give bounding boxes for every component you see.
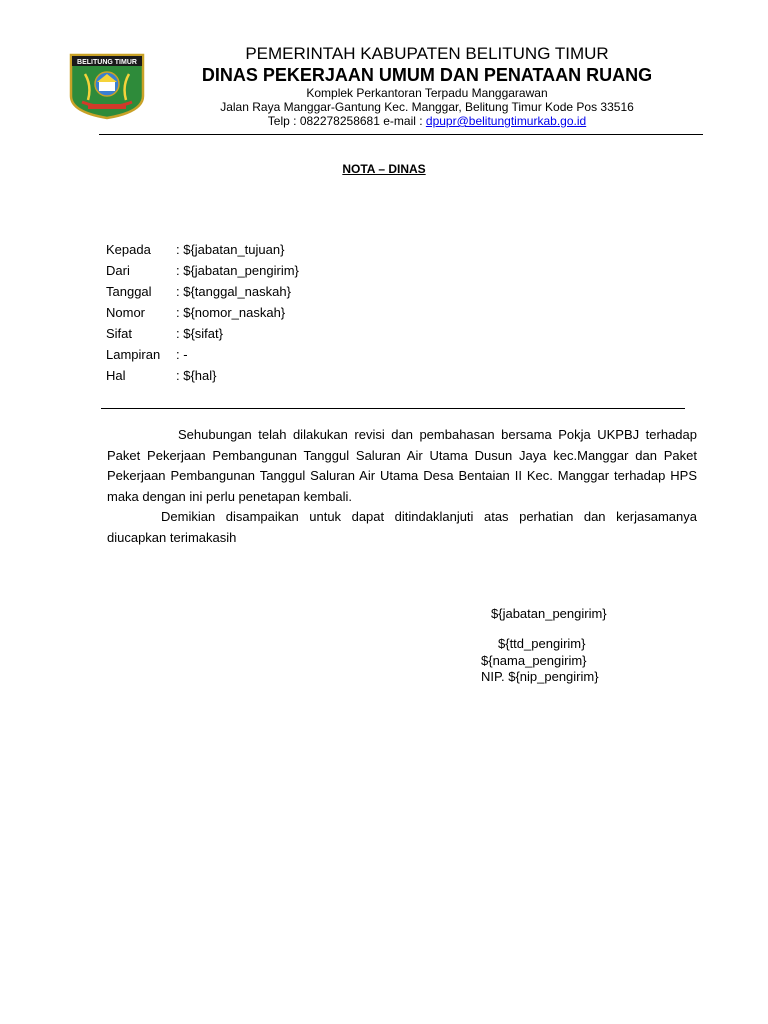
field-value: : ${sifat}	[176, 326, 223, 341]
contact-line	[150, 114, 704, 128]
field-value: : ${jabatan_pengirim}	[176, 263, 299, 278]
field-row-dari	[106, 260, 299, 281]
signature-ttd: ${ttd_pengirim}	[498, 636, 586, 651]
field-label: Nomor	[106, 305, 146, 320]
field-label: Dari	[106, 263, 130, 278]
memo-body	[107, 425, 697, 548]
letterhead	[150, 44, 704, 128]
department-name: DINAS PEKERJAAN UMUM DAN PENATAAN RUANG	[201, 65, 653, 85]
field-label: Hal	[106, 368, 126, 383]
field-row-nomor	[106, 302, 299, 323]
signature-position: ${jabatan_pengirim}	[491, 606, 607, 621]
field-value: : ${tanggal_naskah}	[176, 284, 291, 299]
body-paragraph-2: Demikian disampaikan untuk dapat ditindaklanjuti atas perhatian dan kerjasamanya diucapkan terimakasih	[107, 509, 697, 545]
government-name: PEMERINTAH KABUPATEN BELITUNG TIMUR	[245, 44, 609, 63]
letterhead-divider	[99, 134, 703, 135]
field-row-tanggal	[106, 281, 299, 302]
field-value: : ${jabatan_tujuan}	[176, 242, 285, 257]
field-value: : ${hal}	[176, 368, 217, 383]
office-address: Jalan Raya Manggar-Gantung Kec. Manggar, Belitung Timur Kode Pos 33516	[220, 100, 634, 114]
email-link[interactable]: dpupr@belitungtimurkab.go.id	[425, 114, 587, 128]
belitung-timur-emblem-logo	[68, 52, 146, 120]
memo-title: NOTA – DINAS	[342, 162, 426, 176]
office-complex: Komplek Perkantoran Terpadu Manggarawan	[306, 86, 548, 100]
memo-fields	[106, 239, 299, 386]
field-label: Kepada	[106, 242, 151, 257]
field-label: Sifat	[106, 326, 133, 341]
field-row-lampiran	[106, 344, 299, 365]
field-value: : ${nomor_naskah}	[176, 305, 286, 320]
field-row-kepada	[106, 239, 299, 260]
field-label: Lampiran	[106, 347, 161, 362]
field-row-sifat	[106, 323, 299, 344]
signature-nip: NIP. ${nip_pengirim}	[481, 669, 599, 684]
phone-text: Telp : 082278258681 e-mail :	[267, 114, 426, 128]
body-paragraph-1: Sehubungan telah dilakukan revisi dan pembahasan bersama Pokja UKPBJ terhadap Paket Pekerjaan Pembangunan Tanggul Saluran Air Utama Dusun Jaya kec.Manggar dan Paket Pekerjaan Pembangunan Tanggul Saluran Air Utama Desa Bentaian II Kec. Manggar terhadap HPS maka dengan ini perlu penetapan kembali.	[107, 427, 697, 504]
svg-text:BELITUNG TIMUR: BELITUNG TIMUR	[77, 59, 137, 66]
field-row-hal	[106, 365, 299, 386]
field-value: : -	[176, 347, 188, 362]
fields-divider	[101, 408, 685, 409]
signature-name: ${nama_pengirim}	[481, 653, 587, 668]
field-label: Tanggal	[106, 284, 152, 299]
